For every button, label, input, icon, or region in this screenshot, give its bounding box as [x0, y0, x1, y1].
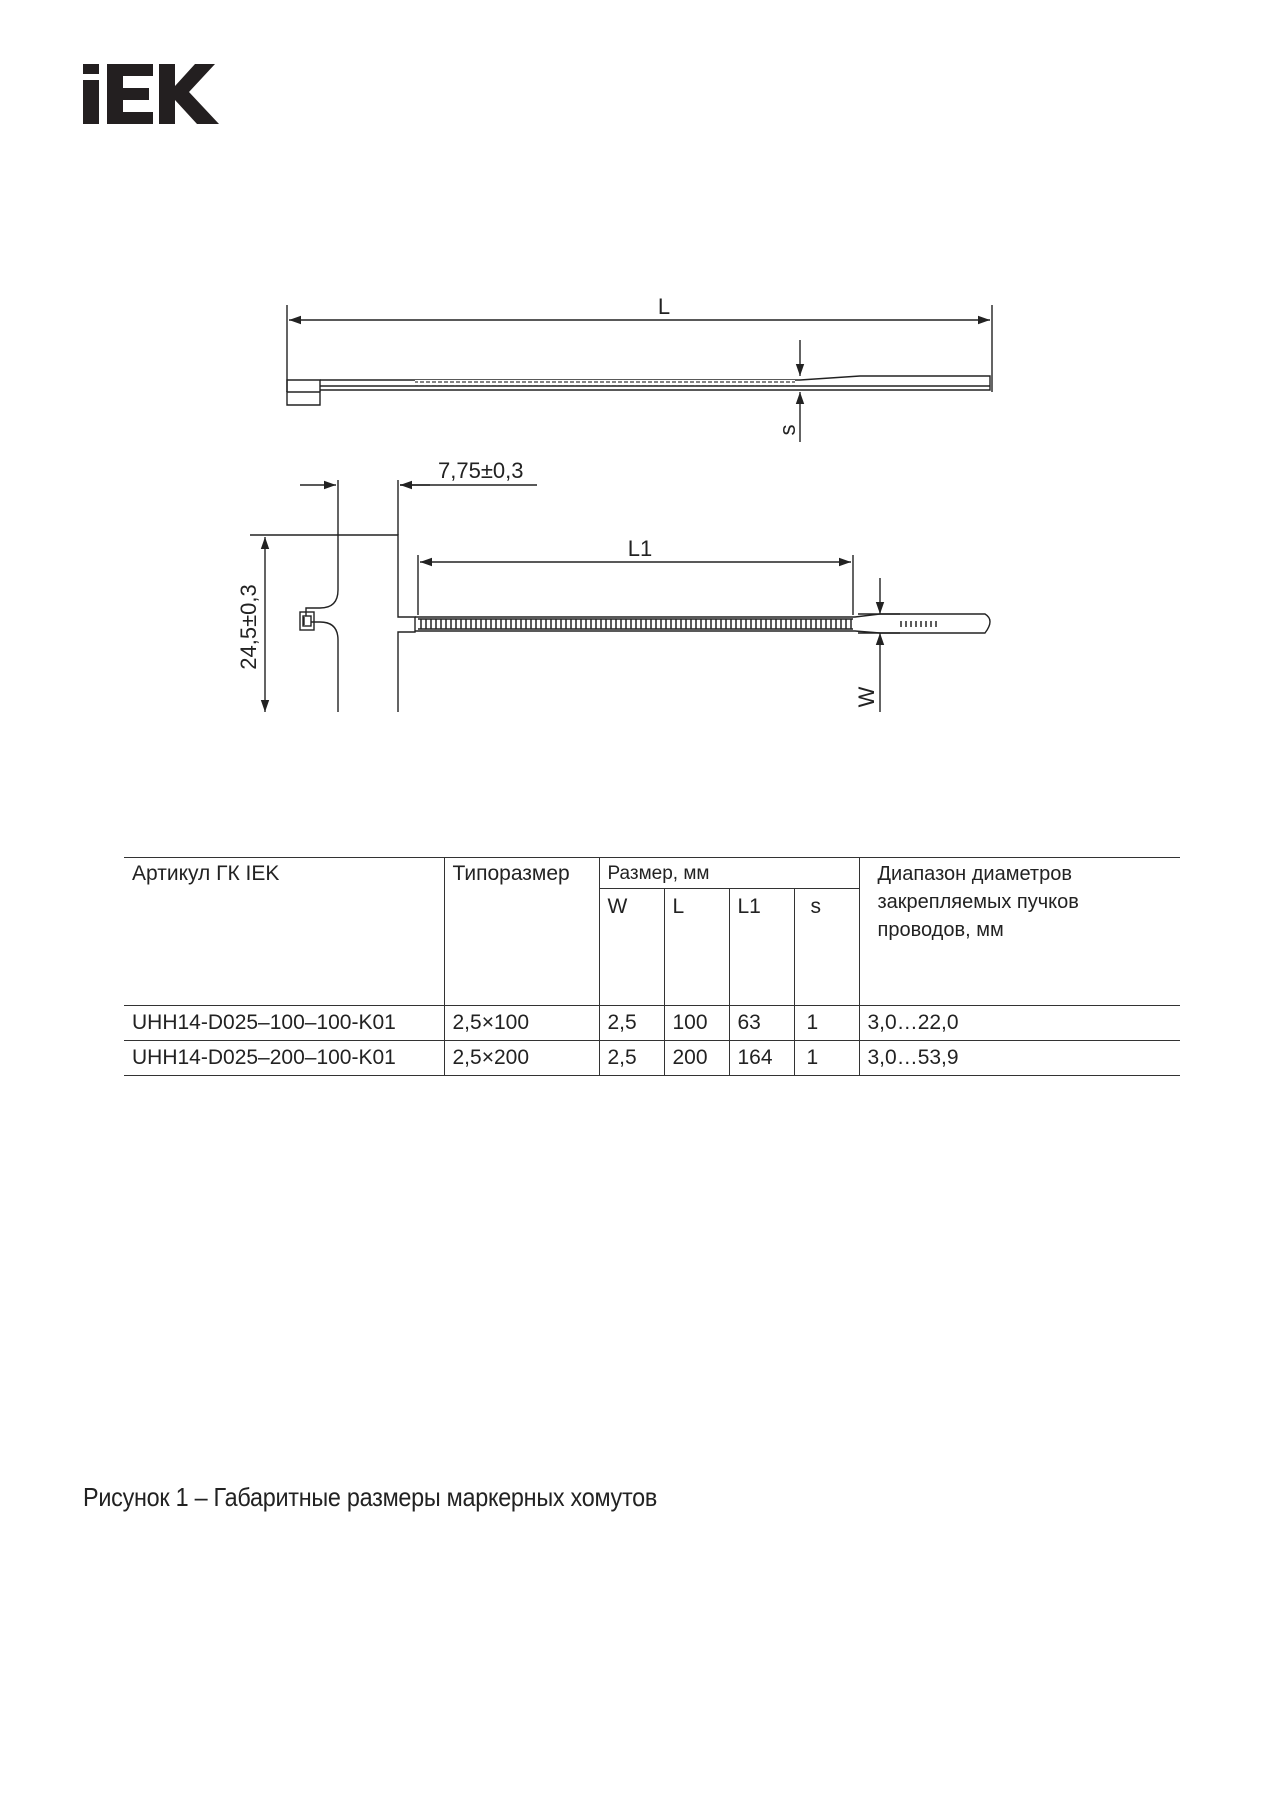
header-size-type: Типоразмер	[444, 858, 599, 1006]
label-head-width: 7,75±0,3	[438, 458, 524, 483]
table-row	[124, 1041, 1180, 1076]
cell-W: 2,5	[599, 1041, 664, 1076]
label-head-height: 24,5±0,3	[236, 584, 261, 670]
header-size-mm: Размер, мм	[599, 858, 859, 889]
label-L1: L1	[627, 536, 653, 561]
label-s: s	[775, 424, 800, 436]
cell-W: 2,5	[599, 1006, 664, 1041]
top-view	[250, 480, 990, 712]
side-view	[287, 305, 992, 442]
cell-article: UHH14-D025–100–100-K01	[124, 1006, 444, 1041]
header-article: Артикул ГК IEK	[124, 858, 444, 1006]
cell-range: 3,0…22,0	[859, 1006, 1180, 1041]
label-W: W	[854, 686, 879, 708]
header-L1: L1	[729, 889, 794, 1006]
cell-s: 1	[794, 1006, 859, 1041]
cell-L: 100	[664, 1006, 729, 1041]
spec-table	[124, 857, 1180, 1076]
cell-size: 2,5×200	[444, 1041, 599, 1076]
table-row	[124, 1006, 1180, 1041]
cell-article: UHH14-D025–200–100-K01	[124, 1041, 444, 1076]
cell-s: 1	[794, 1041, 859, 1076]
header-W: W	[599, 889, 664, 1006]
table-header-row	[124, 858, 1180, 889]
cable-tie-drawing	[0, 0, 1280, 760]
cell-size: 2,5×100	[444, 1006, 599, 1041]
label-L: L	[657, 294, 671, 319]
cell-L1: 164	[729, 1041, 794, 1076]
header-range: Диапазон диаметров закрепляемых пучков проводов, мм	[859, 858, 1180, 1006]
cell-L: 200	[664, 1041, 729, 1076]
cell-L1: 63	[729, 1006, 794, 1041]
header-L: L	[664, 889, 729, 1006]
header-s: s	[794, 889, 859, 1006]
figure-caption: Рисунок 1 – Габаритные размеры маркерных хомутов	[83, 1482, 658, 1512]
cell-range: 3,0…53,9	[859, 1041, 1180, 1076]
